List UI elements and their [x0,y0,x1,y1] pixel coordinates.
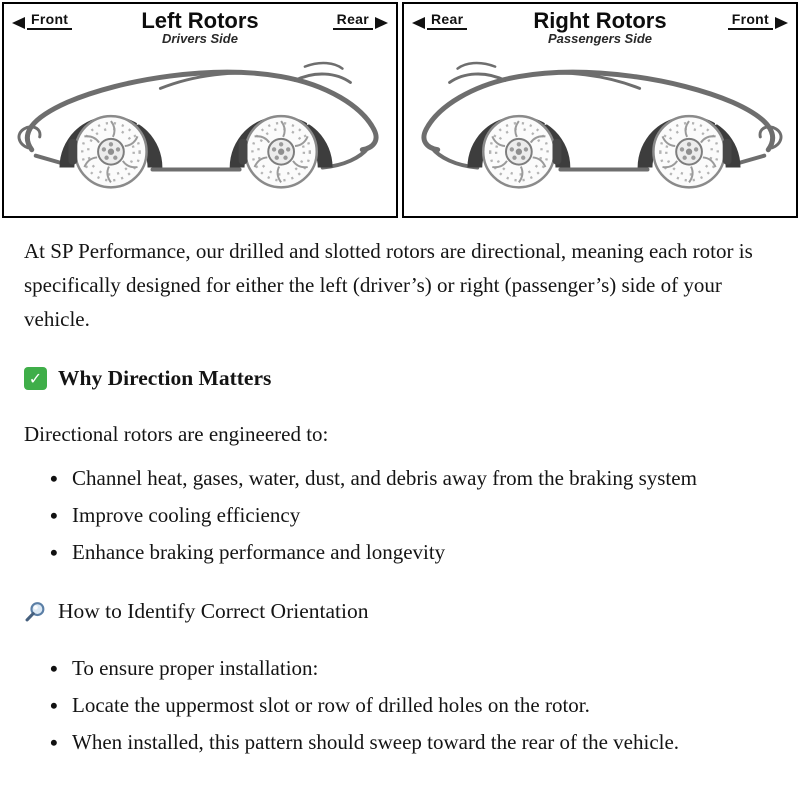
rear-direction-label [333,11,388,30]
right-panel-header [412,9,788,46]
front-wheel-rotor [59,116,162,187]
arrow-right-icon [775,17,788,29]
rotation-label: Rotation [83,97,131,115]
car-body-right [424,63,781,187]
panel-subtitle: Passengers Side [547,31,653,47]
car-illustration-left [12,50,388,202]
panel-title: Right Rotors [533,8,667,33]
panel-subtitle: Drivers Side [162,31,238,47]
magnifier-icon [24,600,47,623]
list-item: • To ensure proper installation: [48,651,774,685]
svg-text:Rotation [254,97,302,114]
rotation-label: Rotation [253,97,302,115]
front-label: Front [27,11,72,30]
intro-paragraph: At SP Performance, our drilled and slotted rotors are directional, meaning each rotor is specifically designed for either the left (driver’s) or right (passenger’s) side of your vehicle. [24,239,753,332]
list-item: • Improve cooling efficiency [48,498,774,532]
list-item: • Locate the uppermost slot or row of drilled holes on the rotor. [48,688,774,722]
section-title: How to Identify Correct Orientation [58,598,369,623]
left-rotors-panel [2,2,398,218]
benefits-list [48,461,774,569]
left-panel-titles [141,9,258,46]
rotor-direction-diagram [0,0,800,218]
panel-title: Left Rotors [141,8,259,33]
rotation-label: Rotation [661,97,710,115]
rotation-arrow-icon [307,112,321,125]
article-body [0,218,800,772]
front-direction-label [728,11,788,30]
arrow-right-icon [375,17,388,29]
section-why-direction-matters [24,361,774,396]
right-rotors-panel [402,2,798,218]
front-label: Front [728,11,773,30]
rear-direction-label [412,11,533,30]
engineered-intro: Directional rotors are engineered to: [24,421,329,446]
list-item: • Channel heat, gases, water, dust, and debris away from the braking system [48,461,774,495]
rotation-arrow-icon [137,112,151,125]
rear-wheel-rotor [230,116,333,187]
rotation-label: Rotation [491,97,539,115]
car-illustration-right [412,50,788,202]
green-checkmark-icon: ✓ [24,367,47,390]
front-direction-label [12,11,141,30]
orientation-steps-list [48,651,774,759]
svg-text:Rotation [491,97,539,114]
left-panel-header [12,9,388,46]
section-identify-orientation [24,594,774,629]
svg-text:Rotation [83,97,131,114]
rotation-arrow-icon [715,112,729,125]
section-title: Why Direction Matters [58,366,272,391]
arrow-left-icon [12,17,25,29]
rotation-arrow-icon [545,112,559,125]
list-item: • When installed, this pattern should sweep toward the rear of the vehicle. [48,725,774,759]
list-item: • Enhance braking performance and longevity [48,535,774,569]
arrow-left-icon [412,17,425,29]
svg-text:Rotation [662,97,710,114]
rear-label: Rear [333,11,373,30]
rear-label: Rear [427,11,467,30]
right-panel-titles [533,9,666,46]
